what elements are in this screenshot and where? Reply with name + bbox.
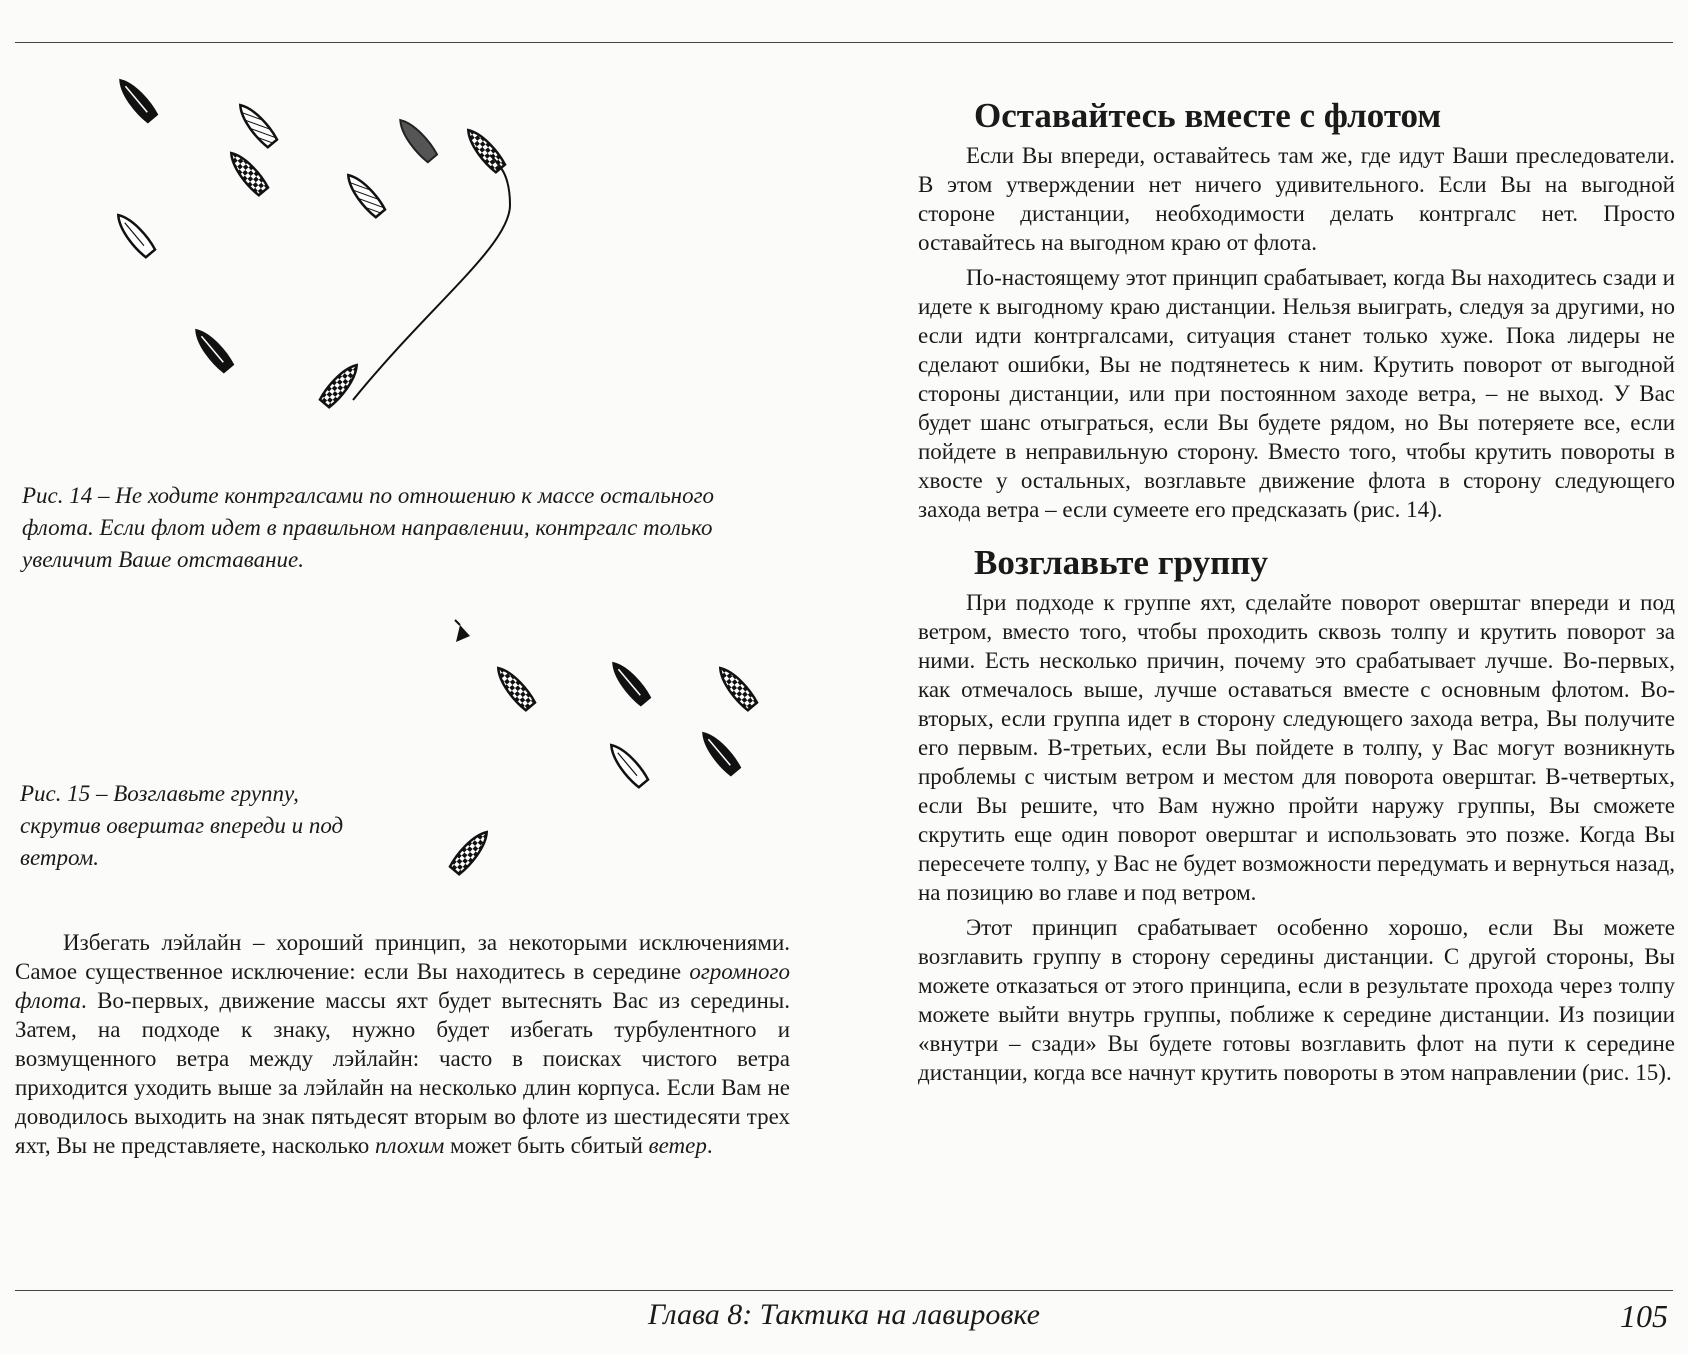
boat-dotted: [225, 148, 269, 196]
paragraph: При подходе к группе яхт, сделайте поворот оверштаг впереди и под ветром, вместо того, чтобы проходить сквозь толпу и крутить поворот за ними. Есть несколько причин, почему это срабатывает лучше. Во-первых, как отмечалось выше, лучше оставаться вместе с основным флотом. Во-вторых, если группа идет в сторону следующего захода ветра, Вы получите его первым. В-третьих, если Вы пойдете в толпу, у Вас могут возникнуть проблемы с чистым ветром и местом для поворота оверштаг. В-четвертых, если Вы решите, что Вам нужно пройти наружу группы, Вы сможете скрутить еще один поворот оверштаг и использовать это позже. Когда Вы пересечете толпу, у Вас не будет возможности передумать и вернуться назад, на позицию во главе и под ветром.: [918, 590, 1675, 905]
boat-black: [697, 728, 741, 776]
boat-black: [607, 658, 651, 706]
chapter-title: Глава 8: Тактика на лавировке: [648, 1298, 1040, 1331]
paragraph: Избегать лэйлайн – хороший принцип, за некоторыми исключениями. Самое существенное исключение: если Вы находитесь в середине огромного флота. Во-первых, движение массы яхт будет вытеснять Вас из середины. Затем, на подходе к знаку, нужно будет избегать турбулентного и возмущенного ветра между лэйлайн: часто в поисках чистого ветра приходится уходить выше за лэйлайн на несколько длин корпуса. Если Вам не доводилось выходить на знак пятьдесят вторым во флоте из шестидесяти трех яхт, Вы не представляете, насколько плохим может быть сбитый ветер.: [15, 930, 790, 1158]
section-heading: Оставайтесь вместе с флотом: [974, 96, 1442, 135]
boat-gray: [394, 115, 438, 163]
boat-checkered: [714, 663, 758, 711]
figure-15-diagram: [430, 600, 780, 890]
boat-checkered: [492, 663, 536, 711]
boat-white: [112, 210, 156, 258]
left-column-text: [15, 928, 790, 1160]
paragraph: Если Вы впереди, оставайтесь там же, где идут Ваши преследователи. В этом утверждении нет ничего удивительного. Если Вы на выгодной стороне дистанции, необходимости делать контргалс нет. Просто оставайтесь на выгодном краю от флота.: [918, 143, 1675, 255]
figure-15-caption: Рис. 15 – Возглавьте группу, скрутив оверштаг впереди и под ветром.: [20, 781, 344, 870]
boat-hatched: [234, 100, 278, 148]
section-heading: Возглавьте группу: [974, 543, 1268, 582]
paragraph: По-настоящему этот принцип срабатывает, когда Вы находитесь сзади и идете к выгодному краю дистанции. Нельзя выиграть, следуя за другими, но если идти контргалсами, ситуация станет только хуже. Пока лидеры не сделают ошибки, Вы не подтянетесь к ним. Крутить поворот от выгодной стороны дистанции, или при постоянном заходе ветра, – не выход. У Вас будет шанс отыграться, если Вы будете рядом, но Вы потеряете все, если пойдете в неправильную сторону. Вместо того, чтобы крутить повороты в хвосте у остальных, возглавьте движение флота в сторону следующего захода ветра – если сумеете его предсказать (рис. 14).: [918, 265, 1675, 522]
right-column: [918, 95, 1675, 1087]
figure-14-diagram: [100, 55, 700, 455]
top-rule: [15, 42, 1673, 43]
page-number: 105: [1620, 1298, 1668, 1334]
boat-black: [114, 75, 158, 123]
bottom-rule: [15, 1290, 1673, 1291]
track-line: [353, 155, 510, 400]
paragraph: Этот принцип срабатывает особенно хорошо, если Вы можете возглавить группу в сторону середины дистанции. С другой стороны, Вы можете отказаться от этого принципа, если в результате прохода через толпу можете выйти внутрь группы, поближе к середине дистанции. Из позиции «внутри – сзади» Вы будете готовы возглавить флот на пути к середине дистанции, когда все начнут крутить повороты в этом направлении (рис. 15).: [918, 915, 1675, 1085]
boat-black: [190, 325, 234, 373]
boat-checkered: [449, 827, 493, 875]
boat-hatched: [342, 170, 386, 218]
boat-checkered: [319, 360, 363, 408]
boat-white: [605, 740, 649, 788]
figure-14-caption: Рис. 14 – Не ходите контргалсами по отношению к массе остального флота. Если флот идет в правильном направлении, контргалс только увеличит Ваше отставание.: [22, 483, 715, 572]
arrow-head: [456, 625, 470, 642]
